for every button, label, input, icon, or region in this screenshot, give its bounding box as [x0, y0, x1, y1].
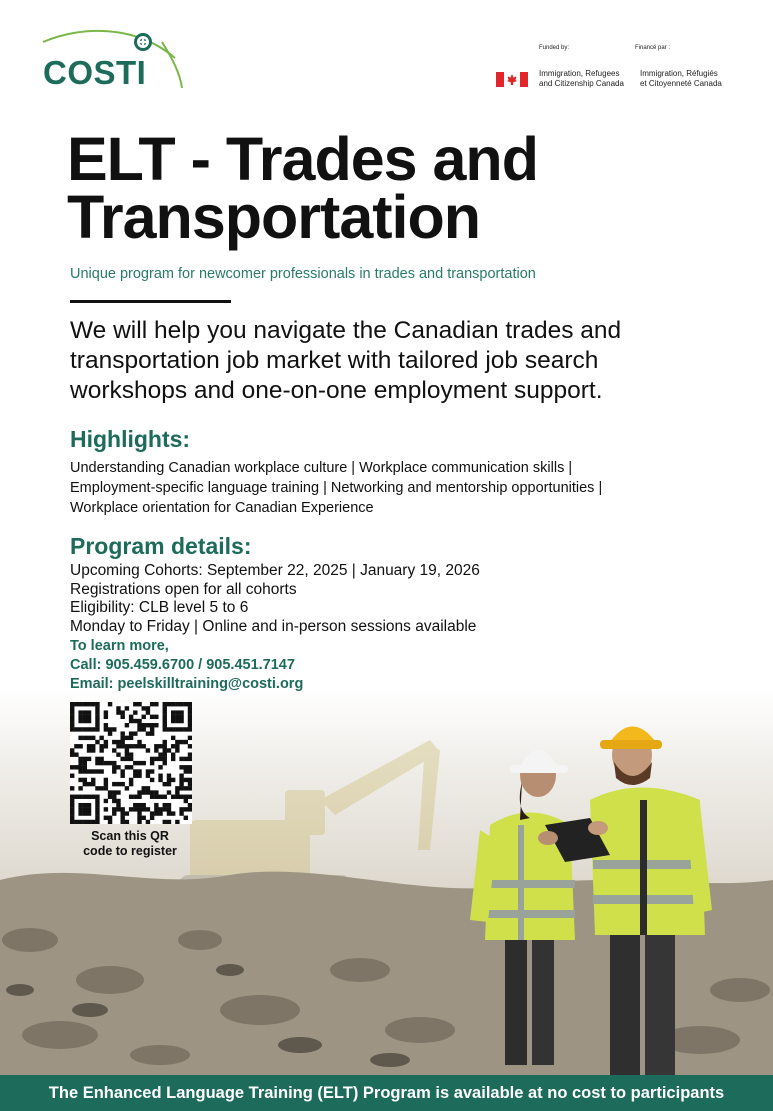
page-subtitle: Unique program for newcomer professionals in trades and transportation	[70, 266, 536, 282]
details-line: Upcoming Cohorts: September 22, 2025 | January 19, 2026	[70, 562, 480, 579]
highlights-line: Understanding Canadian workplace culture | Workplace communication skills |	[70, 460, 573, 476]
contact-intro: To learn more,	[70, 638, 169, 654]
costi-logo	[40, 28, 190, 92]
logo-wordmark: COSTI	[43, 54, 147, 91]
contact-phone: Call: 905.459.6700 / 905.451.7147	[70, 657, 295, 673]
footer-text: The Enhanced Language Training (ELT) Program is available at no cost to participants	[48, 1084, 725, 1102]
funded-by-label-fr: Financé par :	[635, 45, 671, 51]
highlights-line: Employment-specific language training | Networking and mentorship opportunities |	[70, 480, 603, 496]
program-details-list	[70, 562, 670, 636]
contact-info	[70, 637, 670, 694]
contact-email: Email: peelskilltraining@costi.org	[70, 676, 304, 692]
canada-flag-icon	[496, 72, 528, 87]
department-name-fr: Immigration, Réfugiés et Citoyenneté Canada	[640, 69, 722, 88]
funded-by-label: Funded by:	[539, 45, 570, 51]
registration-qr-code[interactable]	[70, 702, 192, 824]
program-details-heading: Program details:	[70, 533, 252, 559]
highlights-list	[70, 458, 730, 518]
details-line: Registrations open for all cohorts	[70, 580, 297, 598]
footer-banner	[0, 1075, 773, 1111]
funder-block	[496, 44, 756, 94]
highlights-heading: Highlights:	[70, 426, 191, 452]
page-title: ELT - Trades and Transportation	[67, 125, 538, 251]
details-line: Eligibility: CLB level 5 to 6	[70, 599, 249, 616]
intro-paragraph: We will help you navigate the Canadian trades and transportation job market with tailored job search workshops and one-on-one employment support.	[70, 317, 622, 404]
qr-caption: Scan this QR code to register	[83, 829, 177, 858]
highlights-line: Workplace orientation for Canadian Experience	[70, 500, 374, 516]
details-line: Monday to Friday | Online and in-person sessions available	[70, 617, 477, 635]
qr-code-icon	[70, 702, 192, 824]
title-divider	[70, 300, 231, 303]
department-name-en: Immigration, Refugees and Citizenship Canada	[539, 69, 624, 88]
